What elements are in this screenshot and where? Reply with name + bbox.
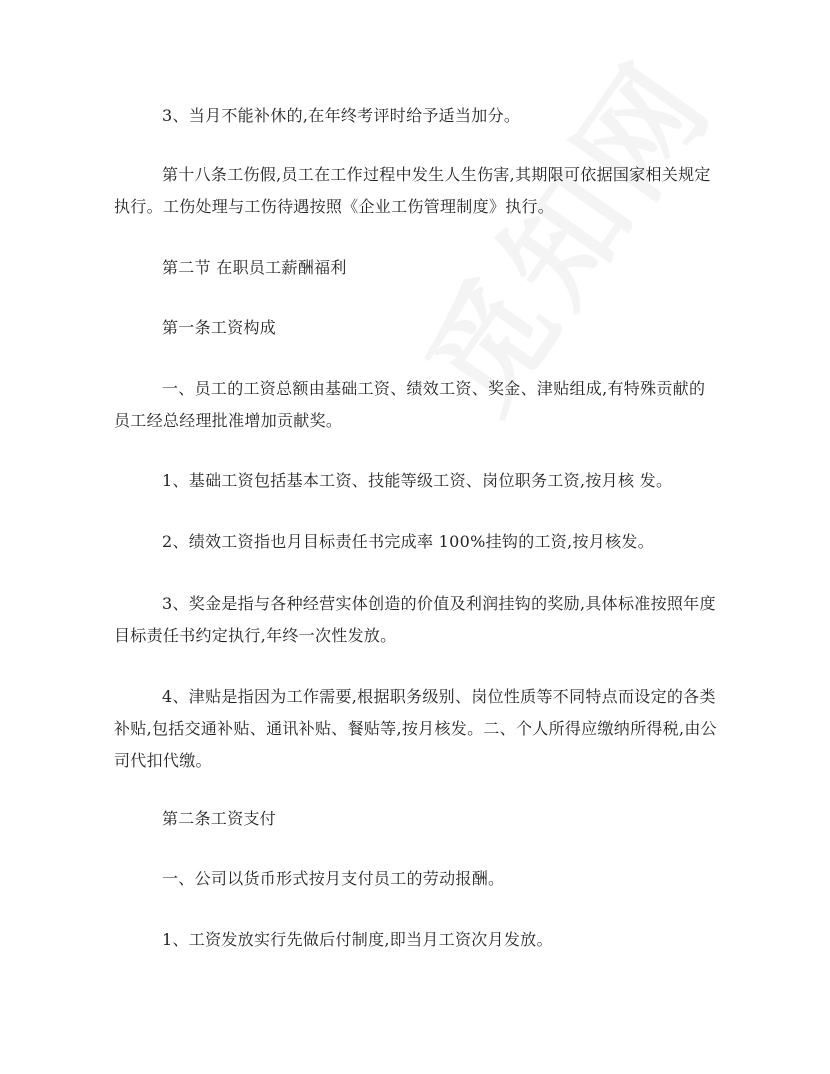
- article-heading-salary-payment: 第二条工资支付: [162, 809, 277, 828]
- paragraph-salary-total: 一、员工的工资总额由基础工资、绩效工资、奖金、津贴组成,有特殊贡献的员工经总经理批准增加贡献奖。: [114, 379, 706, 430]
- section-heading-salary-benefits: 第二节 在职员工薪酬福利: [162, 258, 347, 277]
- paragraph-performance-salary: 2、绩效工资指也月目标责任书完成率 100%挂钩的工资,按月核发。: [162, 532, 654, 551]
- paragraph-payment-schedule: 1、工资发放实行先做后付制度,即当月工资次月发放。: [162, 930, 553, 949]
- paragraph-overtime-bonus: 3、当月不能补休的,在年终考评时给予适当加分。: [162, 106, 521, 125]
- paragraph-base-salary: 1、基础工资包括基本工资、技能等级工资、岗位职务工资,按月核 发。: [162, 471, 673, 490]
- article-heading-salary-composition: 第一条工资构成: [162, 318, 277, 337]
- paragraph-bonus: 3、奖金是指与各种经营实体创造的价值及利润挂钩的奖励,具体标准按照年度目标责任书约定执行,年终一次性发放。: [114, 594, 716, 645]
- paragraph-injury-leave: 第十八条工伤假,员工在工作过程中发生人生伤害,其期限可依据国家相关规定执行。工伤处理与工伤待遇按照《企业工伤管理制度》执行。: [114, 165, 711, 216]
- paragraph-monetary-payment: 一、公司以货币形式按月支付员工的劳动报酬。: [162, 869, 505, 888]
- paragraph-allowance: 4、津贴是指因为工作需要,根据职务级别、岗位性质等不同特点而设定的各类补贴,包括交通补贴、通讯补贴、餐贴等,按月核发。二、个人所得应缴纳所得税,由公司代扣代缴。: [114, 687, 717, 770]
